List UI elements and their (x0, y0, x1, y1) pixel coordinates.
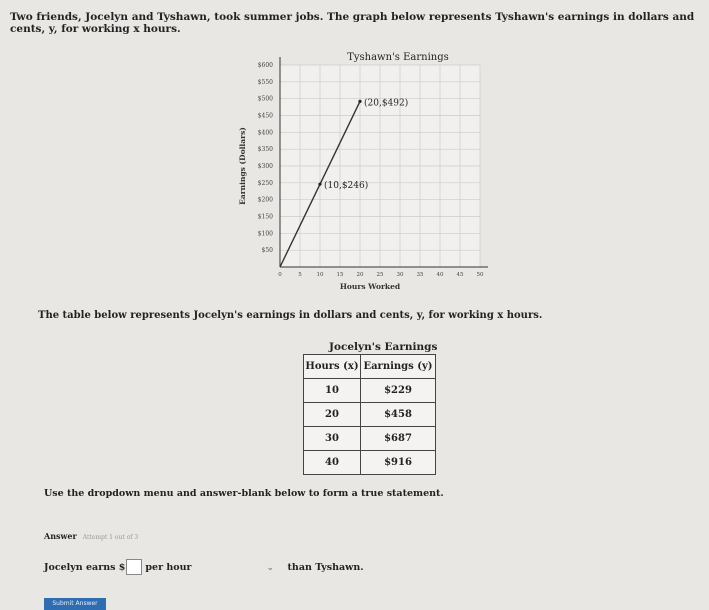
statement-middle: per hour (145, 561, 192, 573)
instructions: Use the dropdown menu and answer-blank below to form a true statement. (44, 488, 444, 499)
y-tick-label: $300 (257, 163, 273, 170)
statement-suffix: than Tyshawn. (287, 561, 364, 573)
x-tick-label: 50 (476, 272, 484, 278)
y-tick-label: $250 (257, 179, 273, 187)
cell-hours: 10 (304, 379, 361, 403)
data-point (358, 100, 361, 103)
chart-title: Tyshawn's Earnings (347, 52, 449, 63)
data-point-label: (10,$246) (324, 181, 369, 192)
submit-answer-button[interactable]: Submit Answer (44, 598, 106, 610)
answer-heading (44, 531, 138, 541)
chart-svg (228, 45, 498, 305)
tyshawn-earnings-chart (228, 45, 498, 305)
question-prompt: Two friends, Jocelyn and Tyshawn, took summer jobs. The graph below represents Tyshawn's earnings in dollars and cents, y, for working x hours. (10, 11, 695, 35)
x-tick-label: 40 (436, 272, 444, 278)
x-tick-label: 30 (396, 272, 404, 278)
cell-hours: 30 (304, 427, 361, 451)
answer-blank-input[interactable] (126, 559, 142, 575)
x-tick-label: 20 (356, 272, 364, 278)
y-tick-label: $450 (257, 112, 273, 120)
cell-hours: 40 (304, 451, 361, 475)
table-row (304, 379, 436, 403)
x-tick-label: 0 (278, 272, 282, 278)
table-header-row (304, 355, 436, 379)
table-title: Jocelyn's Earnings (329, 341, 438, 353)
y-tick-label: $500 (257, 95, 273, 103)
cell-earnings: $458 (361, 403, 436, 427)
header-earnings: Earnings (y) (361, 355, 436, 379)
y-axis-title: Earnings (Dollars) (238, 127, 247, 205)
table-intro: The table below represents Jocelyn's earnings in dollars and cents, y, for working x hours. (38, 310, 543, 321)
attempt-counter: Attempt 1 out of 3 (82, 534, 139, 541)
answer-label: Answer (44, 531, 77, 541)
y-tick-label: $200 (257, 196, 273, 204)
x-axis-title: Hours Worked (339, 282, 401, 291)
table-row (304, 427, 436, 451)
jocelyn-earnings-table (303, 354, 436, 475)
y-tick-label: $400 (257, 129, 273, 137)
statement-prefix: Jocelyn earns $ (44, 561, 126, 573)
y-tick-label: $550 (257, 78, 273, 86)
x-tick-label: 45 (456, 272, 464, 278)
x-tick-label: 5 (298, 272, 302, 278)
table-row (304, 451, 436, 475)
cell-earnings: $229 (361, 379, 436, 403)
cell-earnings: $916 (361, 451, 436, 475)
x-tick-label: 35 (416, 272, 424, 278)
x-tick-label: 25 (376, 272, 384, 278)
chevron-down-icon: ⌄ (266, 562, 274, 572)
y-tick-label: $100 (257, 230, 273, 238)
y-tick-label: $150 (257, 213, 273, 221)
answer-statement (44, 559, 364, 575)
y-tick-label: $50 (261, 247, 273, 255)
table-row (304, 403, 436, 427)
data-point (318, 183, 321, 186)
comparison-dropdown[interactable] (192, 562, 276, 572)
x-tick-label: 10 (316, 272, 324, 278)
cell-earnings: $687 (361, 427, 436, 451)
data-point-label: (20,$492) (364, 98, 409, 109)
y-tick-label: $600 (257, 62, 273, 69)
x-tick-label: 15 (336, 272, 344, 278)
y-tick-label: $350 (257, 146, 273, 154)
cell-hours: 20 (304, 403, 361, 427)
header-hours: Hours (x) (304, 355, 361, 379)
